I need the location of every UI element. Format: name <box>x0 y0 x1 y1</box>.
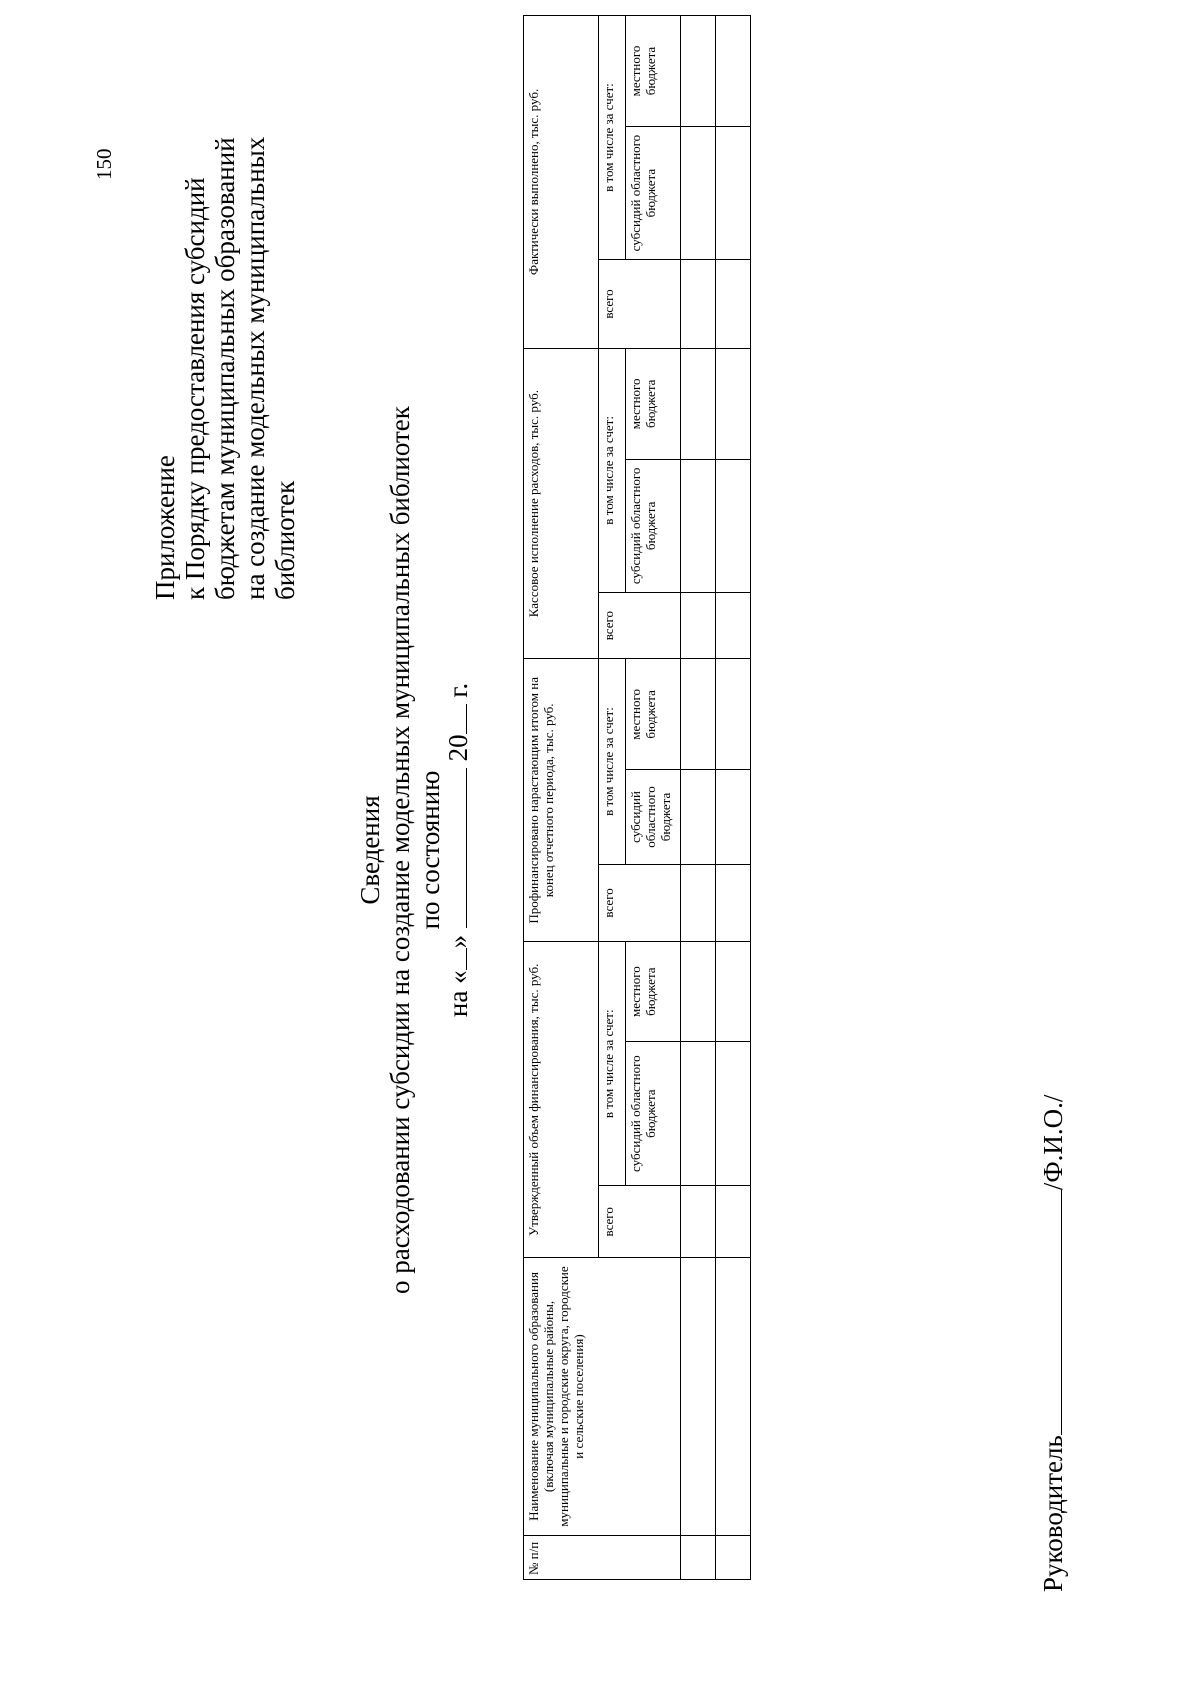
signature-line <box>1038 1095 1069 1592</box>
signature-label: Руководитель <box>1038 1435 1068 1592</box>
page-number: 150 <box>92 148 116 180</box>
table-row <box>681 16 716 1580</box>
col-header-total: всего <box>599 260 681 349</box>
table-cell <box>681 1258 716 1535</box>
appendix-line: библиотек <box>270 480 300 600</box>
col-header-total: всего <box>599 864 681 942</box>
table-cell <box>716 459 751 592</box>
appendix-line: на создание модельных муниципальных <box>240 136 270 600</box>
col-header-number: № п/п <box>524 1535 681 1579</box>
title-heading: Сведения <box>355 795 385 905</box>
group-header-approved: Утвержденный объем финансирования, тыс. руб. <box>524 942 599 1258</box>
date-close-quote: » <box>443 934 473 949</box>
table-cell <box>716 659 751 770</box>
day-blank <box>466 948 467 970</box>
table-cell <box>716 942 751 1042</box>
year-prefix: 20 <box>443 734 473 762</box>
year-blank <box>466 704 467 734</box>
appendix-line: Приложение <box>150 455 180 600</box>
group-header-actual: Фактически выполнено, тыс. руб. <box>524 16 599 349</box>
title-subtitle: о расходовании субсидии на создание модельных муниципальных библиотек <box>385 406 415 1294</box>
table-cell <box>681 348 716 459</box>
col-header-name: Наименование муниципального образования (включая муниципальные районы, муниципальные и городские округа, городские и сельские поселения) <box>524 1258 681 1535</box>
appendix-line: бюджетам муниципальных образований <box>210 137 240 600</box>
group-header-cash: Кассовое исполнение расходов, тыс. руб. <box>524 348 599 659</box>
col-header-local: местного бюджета <box>626 16 681 127</box>
appendix-block <box>150 137 300 600</box>
table-cell <box>681 592 716 659</box>
table-cell <box>681 260 716 349</box>
col-header-regional: субсидий областного бюджета <box>626 127 681 260</box>
table-cell <box>681 942 716 1042</box>
col-header-including: в том числе за счет: <box>599 659 626 864</box>
table-cell <box>716 16 751 127</box>
table-cell <box>681 659 716 770</box>
col-header-local: местного бюджета <box>626 348 681 459</box>
table-cell <box>716 1042 751 1186</box>
table-cell <box>681 1042 716 1186</box>
table-cell <box>681 16 716 127</box>
table-cell <box>681 1535 716 1579</box>
col-header-including: в том числе за счет: <box>599 942 626 1186</box>
table-cell <box>716 127 751 260</box>
table-cell <box>681 1186 716 1258</box>
report-table <box>523 15 751 1580</box>
date-line <box>443 0 474 1700</box>
table-cell <box>716 1258 751 1535</box>
col-header-total: всего <box>599 592 681 659</box>
signature-name: /Ф.И.О./ <box>1038 1094 1068 1191</box>
table-cell <box>716 592 751 659</box>
table-cell <box>716 260 751 349</box>
col-header-regional: субсидий областного бюджета <box>626 459 681 592</box>
col-header-regional: субсидий областного бюджета <box>626 1042 681 1186</box>
col-header-regional: субсидий областного бюджета <box>626 770 681 864</box>
date-suffix: г. <box>443 682 473 698</box>
document-title <box>355 0 445 1700</box>
table-cell <box>716 770 751 864</box>
table-cell <box>716 1186 751 1258</box>
table-cell <box>681 459 716 592</box>
col-header-local: местного бюджета <box>626 942 681 1042</box>
date-prefix: на « <box>443 970 473 1018</box>
col-header-including: в том числе за счет: <box>599 16 626 260</box>
table-cell <box>681 864 716 942</box>
col-header-including: в том числе за счет: <box>599 348 626 592</box>
table-cell <box>716 348 751 459</box>
table-cell <box>716 864 751 942</box>
col-header-local: местного бюджета <box>626 659 681 770</box>
table-cell <box>716 1535 751 1579</box>
appendix-line: к Порядку предоставления субсидий <box>180 177 210 600</box>
col-header-total: всего <box>599 1186 681 1258</box>
signature-blank <box>1061 1190 1062 1435</box>
table-cell <box>681 127 716 260</box>
table-cell <box>681 770 716 864</box>
group-header-financed: Профинансировано нарастающим итогом на конец отчетного периода, тыс. руб. <box>524 659 599 942</box>
table-row <box>716 16 751 1580</box>
header-row-groups <box>524 16 599 1580</box>
title-state-line: по состоянию <box>415 770 445 930</box>
month-blank <box>466 768 467 928</box>
